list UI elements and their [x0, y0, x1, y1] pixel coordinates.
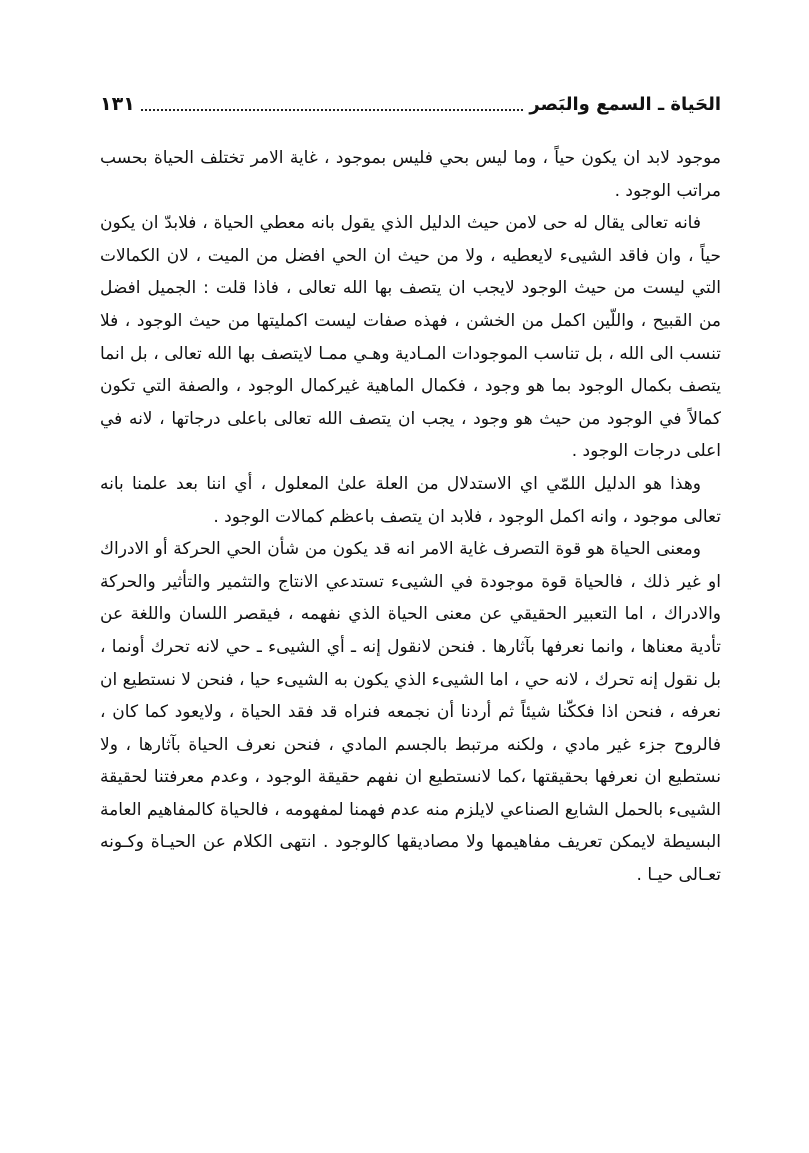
paragraph-3: وهذا هو الدليل اللمّي اي الاستدلال من العلة علىٰ المعلول ، أي اننا بعد علمنا بانه تعالى موجود ، وانه اكمل الوجود ، فلابد ان يتصف باعظم كمالات الوجود .: [100, 473, 721, 527]
body-text: [100, 142, 721, 892]
running-title: الحَياة ـ السمع والبَصر: [529, 93, 721, 115]
paragraph-1: موجود لابد ان يكون حياً ، وما ليس بحي فليس بموجود ، غاية الامر تختلف الحياة بحسب مراتب الوجود .: [100, 148, 721, 201]
page-header: [100, 84, 721, 124]
paragraph-4: ومعنى الحياة هو قوة التصرف غاية الامر انه قد يكون من شأن الحي الحركة أو الادراك او غير ذلك ، فالحياة قوة موجودة في الشيىء تستدعي الانتاج والتثمير والتأثير والحركة والادراك ، اما التعبير الحقيقي عن معنى الحياة الذي نفهمه ، فيقصر اللسان واللغة عن تأدية معناها ، وانما نعرفها بآثارها . فنحن لانقول إنه ـ أي الشيىء ـ حي لانه تحرك أونما ، بل نقول إنه تحرك ، لانه حي ، اما الشيىء الذي يكون به الشيىء حيا ، فنحن لا نستطيع ان نعرفه ، فنحن اذا فككّنا شيئاً ثم أردنا أن نجمعه فنراه قد فقد الحياة ، ولايعود كما كان ، فالروح جزء غير مادي ، ولكنه مرتبط بالجسم المادي ، فنحن نعرف الحياة بآثارها ، ولا نستطيع ان نعرفها بحقيقتها ،كما لانستطيع ان نفهم حقيقة الوجود ، وعدم معرفتنا لحقيقة الشيىء بالحمل الشايع الصناعي لايلزم منه عدم فهمنا لمفهومه ، فالحياة كالمفاهيم العامة البسيطة لايمكن تعريف مفاهيمها ولا مصاديقها كالوجود . انتهى الكلام عن الحيـاة وكـونه تعـالى حيـا .: [100, 539, 721, 886]
page-number: ١٣١: [100, 93, 135, 115]
dot-leader: [141, 109, 524, 111]
paragraph-2: فانه تعالى يقال له حى لامن حيث الدليل الذي يقول بانه معطي الحياة ، فلابدّ ان يكون حياً ، وان فاقد الشيىء لايعطيه ، ولا من حيث ان الحي افضل من الميت ، لان الكمالات التي ليست من حيث الوجود لايجب ان يتصف بها الله تعالى ، فاذا قلت : الجميل افضل من القبيح ، واللّين اكمل من الخشن ، فهذه صفات ليست اكمليتها من حيث الوجود ، فلا تنسب الى الله ، بل تناسب الموجودات المـادية وهـي ممـا لايتصف بها الله تعالى ، بل انما يتصف بكمال الوجود بما هو وجود ، فكمال الماهية غيركمال الوجود ، والصفة التي تكون كمالاً في الوجود من حيث هو وجود ، يجب ان يتصف الله تعالى باعلى درجاتها ، لانه في اعلى درجات الوجود .: [100, 213, 721, 462]
